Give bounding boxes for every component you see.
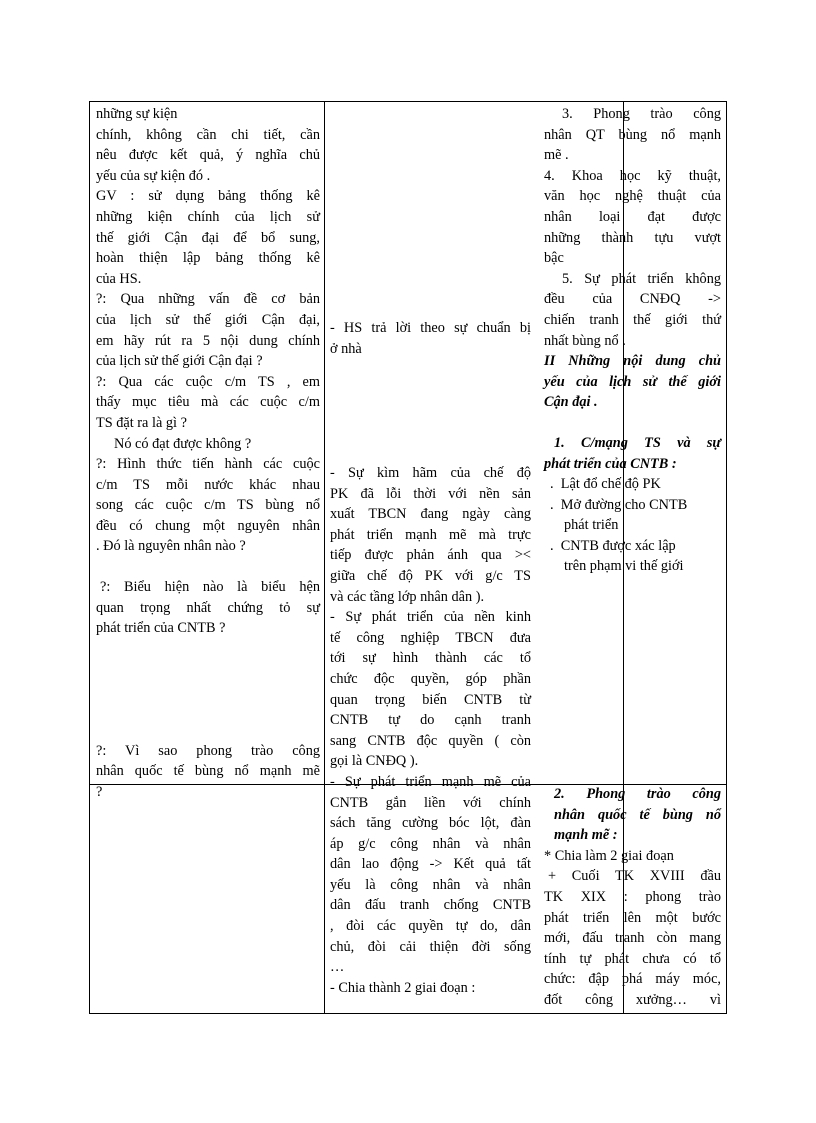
lesson-table bbox=[89, 101, 727, 1014]
col2-cell bbox=[330, 318, 531, 359]
bullet-marker: . bbox=[550, 476, 561, 493]
bullet-marker: . bbox=[550, 496, 561, 513]
col3-p1: 3. Phong trào công nhân QT bùng nổ mạnh mẽ . bbox=[544, 106, 721, 164]
col3-cell-lower bbox=[544, 784, 721, 1011]
bullet-marker: . bbox=[550, 537, 561, 554]
col1-p5: ?: Hình thức tiến hành các cuộc c/m TS mỗi nước khác nhau song các cuộc c/m TS bùng nổ đều có chung một nguyên nhân . Đó là nguyên nhân nào ? bbox=[96, 456, 320, 555]
col1-p2: GV : sử dụng bảng thống kê những kiện chính của lịch sử thế giới Cận đại để bổ sung, hoàn thiện lập bảng thống kê của HS. bbox=[96, 188, 320, 287]
col1-cell bbox=[96, 104, 320, 803]
col3-cell bbox=[544, 104, 721, 577]
bullet-item: . CNTB được xác lập trên phạm vi thế giới bbox=[550, 537, 684, 575]
col1-p3: ?: Qua những vấn đề cơ bản của lịch sử thế giới Cận đại, em hãy rút ra 5 nội dung chính của lịch sử thế giới Cận đại ? bbox=[96, 291, 320, 370]
col1-p7: ?: Vì sao phong trào công nhân quốc tế bùng nổ mạnh mẽ ? bbox=[96, 742, 320, 801]
bullet-item: . Lật đổ chế độ PK bbox=[550, 476, 661, 493]
bullet-item: . Mở đường cho CNTB phát triển bbox=[550, 496, 688, 534]
col1-p4: ?: Qua các cuộc c/m TS , em thấy mục tiêu mà các cuộc c/m TS đặt ra là gì ? Nó có đạt được không ? bbox=[96, 373, 320, 452]
col2-p4: - Sự phát triển mạnh mẽ của CNTB gắn liền với chính sách tăng cường bóc lột, đàn áp g/c công nhân và nhân dân lao động -> Kết quả tất yếu là công nhân và nhân dân đấu tranh chống CNTB , đòi các quyền tự do, dân chủ, đòi cải thiện đời sống … bbox=[330, 773, 531, 976]
col3-p5: + Cuối TK XVIII đầu TK XIX : phong trào phát triển lên một bước mới, đấu tranh còn mang tính tự phát chưa có tổ chức: đập phá máy móc, đốt công xưởng… vì bbox=[544, 868, 721, 1008]
subheading-2: 2. Phong trào công nhân quốc tế bùng nổ mạnh mẽ : bbox=[554, 786, 721, 844]
col2-p5: - Chia thành 2 giai đoạn : bbox=[330, 979, 476, 996]
section-heading-ii: II Những nội dung chủ yếu của lịch sử thế giới Cận đại . bbox=[544, 353, 721, 411]
col2-cell-lower bbox=[330, 463, 531, 998]
col1-p1: những sự kiện chính, không cần chi tiết, cần nêu được kết quả, ý nghĩa chủ yếu của sự kiện đó . bbox=[96, 106, 320, 184]
col2-p2: - Sự kìm hãm của chế độ PK đã lỗi thời với nền sản xuất TBCN đang ngày càng phát triển mạnh mẽ mà trực tiếp được phản ánh qua >< giữa chế độ PK với g/c TS và các tầng lớp nhân dân ). bbox=[330, 465, 531, 605]
col3-p4: * Chia làm 2 giai đoạn bbox=[544, 847, 674, 864]
col3-p3: 5. Sự phát triển không đều của CNĐQ -> chiến tranh thế giới thứ nhất bùng nổ . bbox=[544, 270, 721, 349]
col1-p6: ?: Biểu hiện nào là biểu hện quan trọng nhất chứng tỏ sự phát triển của CNTB ? bbox=[96, 579, 320, 637]
col2-p1: - HS trả lời theo sự chuẩn bị ở nhà bbox=[330, 320, 531, 357]
col3-p2: 4. Khoa học kỹ thuật, văn học nghệ thuật của nhân loại đạt được những thành tựu vượt bậc bbox=[544, 167, 721, 267]
col2-p3: - Sự phát triển của nền kinh tế công nghiệp TBCN đưa tới sự hình thành các tổ chức độc quyền, góp phần quan trọng biến CNTB từ CNTB tự do cạnh tranh sang CNTB độc quyền ( còn gọi là CNĐQ ). bbox=[330, 609, 531, 770]
subheading-1: 1. C/mạng TS và sự phát triển của CNTB : bbox=[544, 434, 721, 472]
